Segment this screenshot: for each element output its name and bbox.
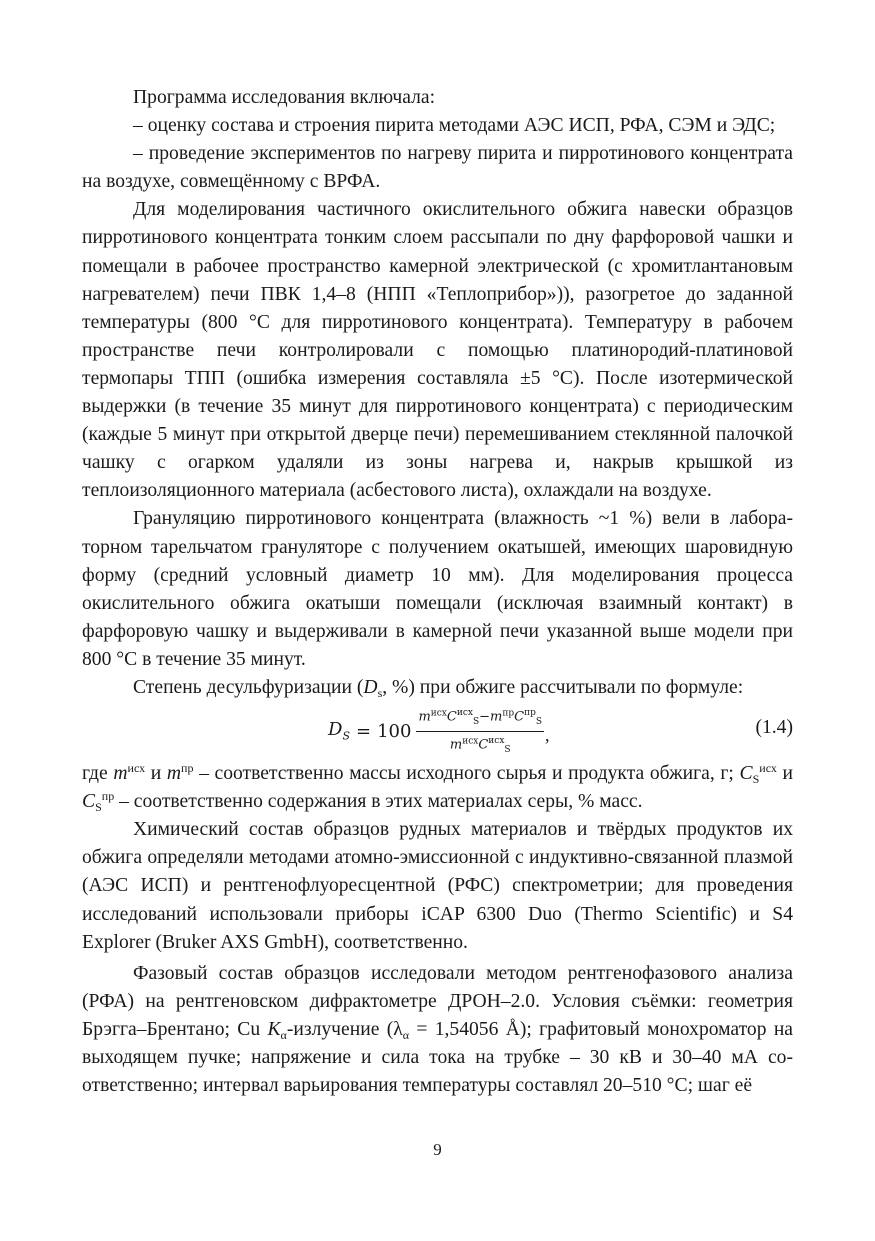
formula-denominator (450, 732, 511, 758)
formula-c: C (514, 708, 525, 724)
text-fragment: Степень десульфуризации ( (133, 676, 364, 698)
paragraph-chemical-composition: Химический состав образцов рудных материалов и твёрдых продуктов их обжига определяли методами атомно-эмиссионной с индуктивно-связанной плазмой (АЭС ИСП) и рентгенофлуоресцентной (РФС) спектрометрии; для проведения исследований использовали приборы iCAP 6300 Duo (Thermo Scientific) и S4 Explorer (Bruker AXS GmbH), соответственно. (82, 819, 793, 953)
formula-sup: исх (430, 707, 447, 718)
paragraph-roasting: Для моделирования частичного окислительного обжига навески образцов пирротинового концентрата тонким слоем рассыпали по дну фарфоровой чашки и помещали в рабочее пространство камерной электрической (с хромитлантановым нагревателем) печи ПВК 1,4–8 (НПП «Теплоприбор»)), разогретое до заданной температуры (800 °С для пирротинового концентрата). Температуру в рабочем пространстве печи контролировали с помощью платинородий-платиновой термопары ТПП (ошибка измерения составляла ±5 °С). После изотермической выдержки (в течение 35 минут для пирротинового концентрата) с периодическим (каждые 5 минут при открытой дверце печи) перемешиванием стеклянной палочкой чашку с огарком удаляли из зоны нагрева и, накрыв крышкой из теплоизоляционного материала (асбестового листа), охлаждали на воздухе. (82, 199, 793, 502)
formula-m: m (418, 708, 431, 724)
formula-m: m (449, 736, 463, 752)
formula-sup: исх (462, 735, 479, 746)
paragraph-item-1: – оценку состава и строения пирита методами АЭС ИСП, РФА, СЭМ и ЭДС; (133, 115, 776, 137)
formula-sub: S (535, 716, 543, 727)
symbol-sub: α (402, 1027, 410, 1042)
text-fragment: и (776, 763, 793, 785)
paragraph-where (82, 760, 793, 816)
symbol-sup: пр (181, 761, 194, 776)
formula-c: C (478, 736, 489, 752)
symbol-sub: S (752, 772, 760, 787)
formula-sup: пр (502, 707, 515, 718)
formula-equals: = (355, 720, 372, 742)
text-fragment: – соответственно содержания в этих материалах серы, % масс. (114, 791, 643, 813)
formula-m: m (490, 708, 503, 724)
formula-sub: S (472, 716, 480, 727)
formula-numerator (416, 705, 544, 732)
text-fragment: Фазовый состав образцов исследовали методом рентгенофазового анализа (РФА) на рентгеновском дифрактометре ДРОН–2.0. Условия съёмки: геометрия Брэгга–Брентано; Cu (82, 962, 793, 1040)
symbol-m: m (166, 763, 182, 785)
symbol-m: m (113, 763, 128, 785)
formula-sub: S (504, 744, 511, 755)
formula-fraction (416, 705, 544, 758)
formula-sup: исх (488, 735, 505, 746)
formula-lhs-symbol: D (328, 719, 343, 741)
formula-equation (328, 704, 550, 758)
formula-c: C (446, 708, 457, 724)
formula-minus: − (479, 708, 491, 724)
symbol-sub: α (280, 1027, 287, 1042)
text-fragment: где (82, 763, 114, 785)
text-fragment: = 1,54056 Å); графитовый монохроматор на выходящем пучке; напряжение и сила тока на трубке – 30 кВ и 30–40 мА соответственно; интервал варьирования температуры составлял 20–510 °С; шаг её (82, 1018, 794, 1097)
text-fragment: , %) при обжиге рассчитывали по формуле: (382, 676, 744, 698)
document-page (82, 84, 793, 1100)
symbol-sup: исх (127, 761, 146, 776)
symbol-c: C (739, 763, 753, 785)
text-fragment: -излучение (λ (286, 1018, 403, 1040)
symbol-k: K (267, 1018, 281, 1040)
paragraph-program: Программа исследования включала: (133, 87, 436, 108)
symbol-subscript: s (377, 685, 383, 700)
page-number: 9 (433, 1140, 442, 1159)
formula-comma: , (545, 725, 550, 746)
formula-sup: исх (456, 707, 473, 718)
symbol-d: D (363, 676, 378, 698)
paragraph-phase-composition (82, 960, 793, 1100)
paragraph-item-2: – проведение экспериментов по нагреву пирита и пирротинового концентрата на воздухе, совмещённому с ВРФА. (82, 143, 793, 193)
symbol-sup: исх (759, 761, 777, 776)
text-fragment: – соответственно массы исходного сырья и продукта обжига, г; (193, 763, 740, 785)
symbol-sub: S (95, 800, 102, 815)
formula-sup: пр (524, 707, 536, 718)
symbol-sup: пр (101, 789, 115, 804)
paragraph-granulation: Грануляцию пирротинового концентрата (влажность ~1 %) вели в лабораторном тарельчатом грануляторе с получением окатышей, имеющих шаровидную форму (средний условный диаметр 10 мм). Для моделирования процесса окислительного обжига окатыши помещали (исключая взаимный контакт) в фарфоровую чашку и выдерживали в камерной печи указанной выше модели при 800 °С в течение 35 минут. (82, 508, 793, 670)
formula-number: (1.4) (755, 717, 793, 739)
formula-lhs (328, 719, 350, 743)
formula-lhs-subscript: S (342, 729, 350, 743)
formula-coefficient: 100 (377, 720, 412, 742)
paragraph-desulfurization (82, 674, 793, 702)
symbol-c: C (82, 791, 96, 813)
text-fragment: и (145, 763, 167, 785)
formula-block (82, 702, 793, 760)
